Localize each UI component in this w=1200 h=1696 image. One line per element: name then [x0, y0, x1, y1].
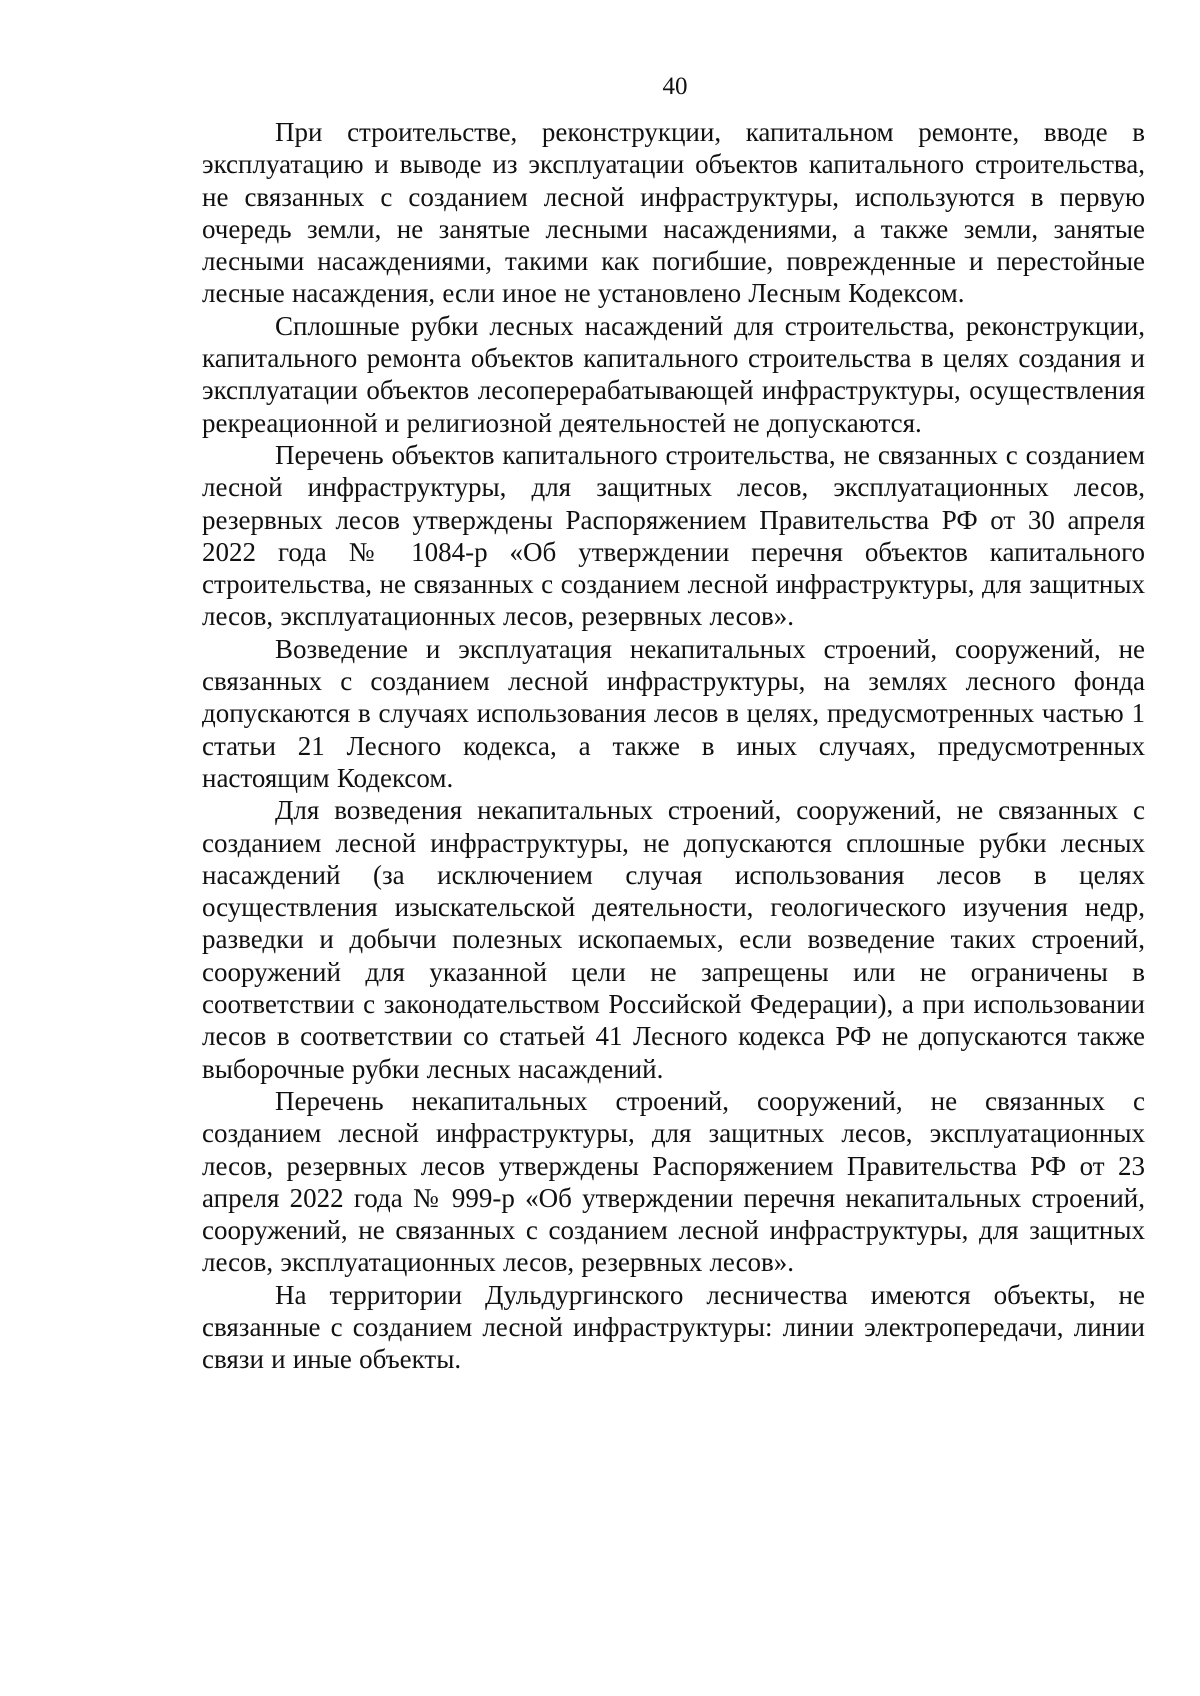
- paragraph-capital-objects-list: Перечень объектов капитального строительства, не связанных с созданием лесной инфраструктуры, для защитных лесов, эксплуатационных лесов, резервных лесов утверждены Распоряжением Правительства РФ от 30 апреля 2022 года № 1084-р «Об утверждении перечня объектов капитального строительства, не связанных с созданием лесной инфраструктуры, для защитных лесов, эксплуатационных лесов, резервных лесов».: [202, 439, 1145, 632]
- paragraph-forestry-objects: На территории Дульдургинского лесничества имеются объекты, не связанные с созданием лесной инфраструктуры: линии электропередачи, линии связи и иные объекты.: [202, 1279, 1145, 1375]
- paragraph-clear-cutting-prohibition: Сплошные рубки лесных насаждений для строительства, реконструкции, капитального ремонта объектов капитального строительства в целях создания и эксплуатации объектов лесоперерабатывающей инфраструктуры, осуществления рекреационной и религиозной деятельностей не допускаются.: [202, 310, 1145, 438]
- paragraph-construction-land-use: При строительстве, реконструкции, капитальном ремонте, вводе в эксплуатацию и выводе из эксплуатации объектов капитального строительства, не связанных с созданием лесной инфраструктуры, используются в первую очередь земли, не занятые лесными насаждениями, а также земли, занятые лесными насаждениями, такими как погибшие, поврежденные и перестойные лесные насаждения, если иное не установлено Лесным Кодексом.: [202, 117, 1145, 309]
- document-body: [202, 116, 1145, 1376]
- paragraph-non-capital-objects-list: Перечень некапитальных строений, сооружений, не связанных с созданием лесной инфраструктуры, для защитных лесов, эксплуатационных лесов, резервных лесов утверждены Распоряжением Правительства РФ от 23 апреля 2022 года № 999-р «Об утверждении перечня некапитальных строений, сооружений, не связанных с созданием лесной инфраструктуры, для защитных лесов, эксплуатационных лесов, резервных лесов».: [202, 1085, 1145, 1278]
- paragraph-non-capital-structures: Возведение и эксплуатация некапитальных строений, сооружений, не связанных с созданием лесной инфраструктуры, на землях лесного фонда допускаются в случаях использования лесов в целях, предусмотренных частью 1 статьи 21 Лесного кодекса, а также в иных случаях, предусмотренных настоящим Кодексом.: [202, 633, 1145, 793]
- page-number: 40: [662, 73, 688, 100]
- paragraph-non-capital-cutting-restrictions: Для возведения некапитальных строений, сооружений, не связанных с созданием лесной инфраструктуры, не допускаются сплошные рубки лесных насаждений (за исключением случая использования лесов в целях осуществления изыскательской деятельности, геологического изучения недр, разведки и добычи полезных ископаемых, если возведение таких строений, сооружений для указанной цели не запрещены или не ограничены в соответствии с законодательством Российской Федерации), а при использовании лесов в соответствии со статьей 41 Лесного кодекса РФ не допускаются также выборочные рубки лесных насаждений.: [202, 795, 1145, 1084]
